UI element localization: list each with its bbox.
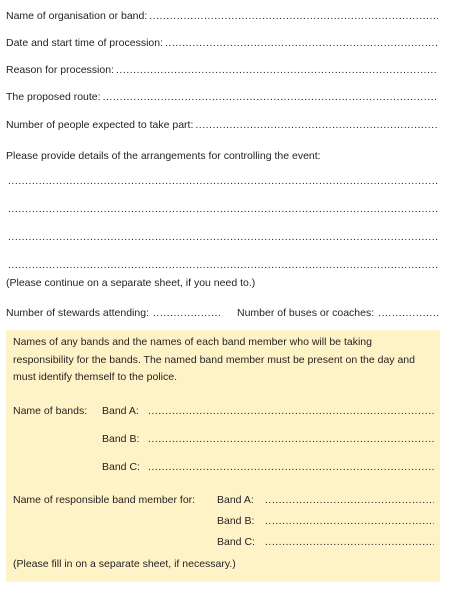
stewards-input-line[interactable] (153, 307, 220, 319)
arrangements-input-line[interactable] (8, 259, 438, 271)
arrangements-line-1[interactable] (6, 175, 438, 187)
band-b-label: Band B: (102, 433, 140, 445)
responsible-band-b-label: Band B: (217, 515, 255, 527)
arrangements-input-line[interactable] (8, 231, 438, 243)
arrangements-input-line[interactable] (8, 203, 438, 215)
responsible-band-a-field[interactable] (217, 494, 434, 506)
arrangements-line-2[interactable] (6, 203, 438, 215)
responsible-band-c-label: Band C: (217, 536, 255, 548)
people-label: Number of people expected to take part: (6, 119, 194, 131)
date-time-field[interactable] (6, 37, 438, 49)
responsible-member-label: Name of responsible band member for: (13, 494, 196, 506)
route-input-line[interactable] (103, 91, 438, 103)
responsible-band-b-field[interactable] (217, 515, 434, 527)
band-c-label: Band C: (102, 461, 140, 473)
responsible-band-c-input-line[interactable] (265, 536, 434, 548)
reason-field[interactable] (6, 64, 438, 76)
continue-note: (Please continue on a separate sheet, if you need to.) (6, 277, 256, 289)
bands-panel (6, 330, 440, 582)
organisation-label: Name of organisation or band: (6, 10, 148, 22)
reason-input-line[interactable] (116, 64, 438, 76)
route-field[interactable] (6, 91, 438, 103)
buses-field[interactable] (237, 307, 440, 319)
band-a-label: Band A: (102, 405, 139, 417)
bands-footnote: (Please fill in on a separate sheet, if necessary.) (13, 558, 236, 570)
bands-intro: Names of any bands and the names of each band member who will be taking responsibility for the bands. The named band member must be present on the day and must identify themself to the police. (13, 336, 415, 383)
organisation-field[interactable] (6, 10, 438, 22)
responsible-band-c-field[interactable] (217, 536, 434, 548)
arrangements-input-line[interactable] (8, 175, 438, 187)
name-of-bands-label: Name of bands: (13, 405, 88, 417)
people-field[interactable] (6, 119, 438, 131)
band-b-field[interactable] (102, 433, 434, 445)
band-a-field[interactable] (102, 405, 434, 417)
organisation-input-line[interactable] (149, 10, 438, 22)
arrangements-label: Please provide details of the arrangements for controlling the event: (6, 150, 321, 162)
band-b-input-line[interactable] (148, 433, 434, 445)
stewards-field[interactable] (6, 307, 220, 319)
people-input-line[interactable] (195, 119, 438, 131)
responsible-band-b-input-line[interactable] (265, 515, 434, 527)
arrangements-line-4[interactable] (6, 259, 438, 271)
date-time-input-line[interactable] (165, 37, 438, 49)
arrangements-line-3[interactable] (6, 231, 438, 243)
reason-label: Reason for procession: (6, 64, 114, 76)
route-label: The proposed route: (6, 91, 101, 103)
band-c-input-line[interactable] (148, 461, 434, 473)
date-time-label: Date and start time of procession: (6, 37, 163, 49)
buses-input-line[interactable] (378, 307, 440, 319)
band-a-input-line[interactable] (148, 405, 434, 417)
responsible-band-a-label: Band A: (217, 494, 254, 506)
stewards-label: Number of stewards attending: (6, 307, 149, 319)
band-c-field[interactable] (102, 461, 434, 473)
buses-label: Number of buses or coaches: (237, 307, 375, 319)
responsible-band-a-input-line[interactable] (265, 494, 434, 506)
